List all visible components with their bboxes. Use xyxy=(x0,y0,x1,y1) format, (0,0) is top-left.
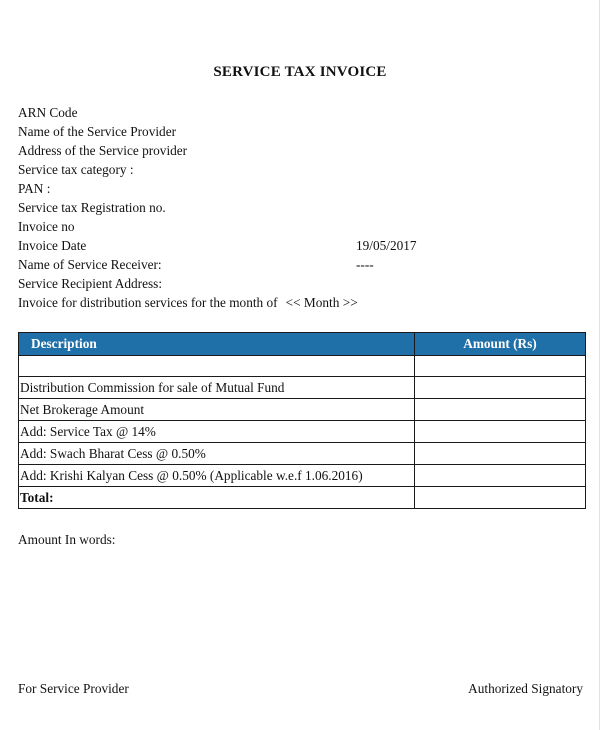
field-label: Invoice for distribution services for the month of xyxy=(18,295,278,310)
field-provider-name xyxy=(18,122,584,141)
field-label: Service Recipient Address: xyxy=(18,276,163,291)
row-amount xyxy=(415,443,586,465)
field-label: Service tax Registration no. xyxy=(18,200,166,215)
table-row xyxy=(19,465,586,487)
field-label: Address of the Service provider xyxy=(18,143,188,158)
field-distribution-month xyxy=(18,293,584,312)
row-description xyxy=(19,356,415,377)
amount-column-header: Amount (Rs) xyxy=(415,333,586,356)
table-row xyxy=(19,443,586,465)
month-placeholder-value: << Month >> xyxy=(285,295,358,310)
table-row xyxy=(19,421,586,443)
row-amount xyxy=(415,421,586,443)
field-label: ARN Code xyxy=(18,105,78,120)
total-label: Total: xyxy=(19,487,415,509)
field-label: Service tax category : xyxy=(18,162,134,177)
row-amount xyxy=(415,465,586,487)
total-row xyxy=(19,487,586,509)
row-amount xyxy=(415,399,586,421)
row-amount xyxy=(415,356,586,377)
table-row xyxy=(19,377,586,399)
field-invoice-no xyxy=(18,217,584,236)
field-label: Name of the Service Provider xyxy=(18,124,177,139)
authorized-signatory-label: Authorized Signatory xyxy=(468,681,583,696)
field-tax-registration xyxy=(18,198,584,217)
invoice-date-value: 19/05/2017 xyxy=(356,238,417,253)
row-description: Add: Swach Bharat Cess @ 0.50% xyxy=(19,443,415,465)
row-description: Net Brokerage Amount xyxy=(19,399,415,421)
invoice-items-table xyxy=(18,332,586,509)
table-row xyxy=(19,399,586,421)
field-invoice-date xyxy=(18,236,584,255)
field-label: Invoice Date xyxy=(18,238,87,253)
table-header-row xyxy=(19,333,586,356)
amount-in-words-label: Amount In words: xyxy=(18,532,116,547)
row-description: Add: Service Tax @ 14% xyxy=(19,421,415,443)
table-row xyxy=(19,356,586,377)
row-description: Distribution Commission for sale of Mutual Fund xyxy=(19,377,415,399)
row-description: Add: Krishi Kalyan Cess @ 0.50% (Applicable w.e.f 1.06.2016) xyxy=(19,465,415,487)
field-arn-code xyxy=(18,103,584,122)
row-amount xyxy=(415,377,586,399)
field-provider-address xyxy=(18,141,584,160)
field-tax-category xyxy=(18,160,584,179)
invoice-title: SERVICE TAX INVOICE xyxy=(213,64,387,80)
field-label: PAN : xyxy=(18,181,51,196)
field-recipient-address xyxy=(18,274,584,293)
field-pan xyxy=(18,179,584,198)
receiver-name-value: ---- xyxy=(356,257,374,272)
field-receiver-name xyxy=(18,255,584,274)
service-provider-signature-label: For Service Provider xyxy=(18,681,129,696)
invoice-details xyxy=(18,103,584,312)
field-label: Name of Service Receiver: xyxy=(18,257,162,272)
field-label: Invoice no xyxy=(18,219,75,234)
description-column-header: Description xyxy=(19,333,415,356)
total-amount xyxy=(415,487,586,509)
